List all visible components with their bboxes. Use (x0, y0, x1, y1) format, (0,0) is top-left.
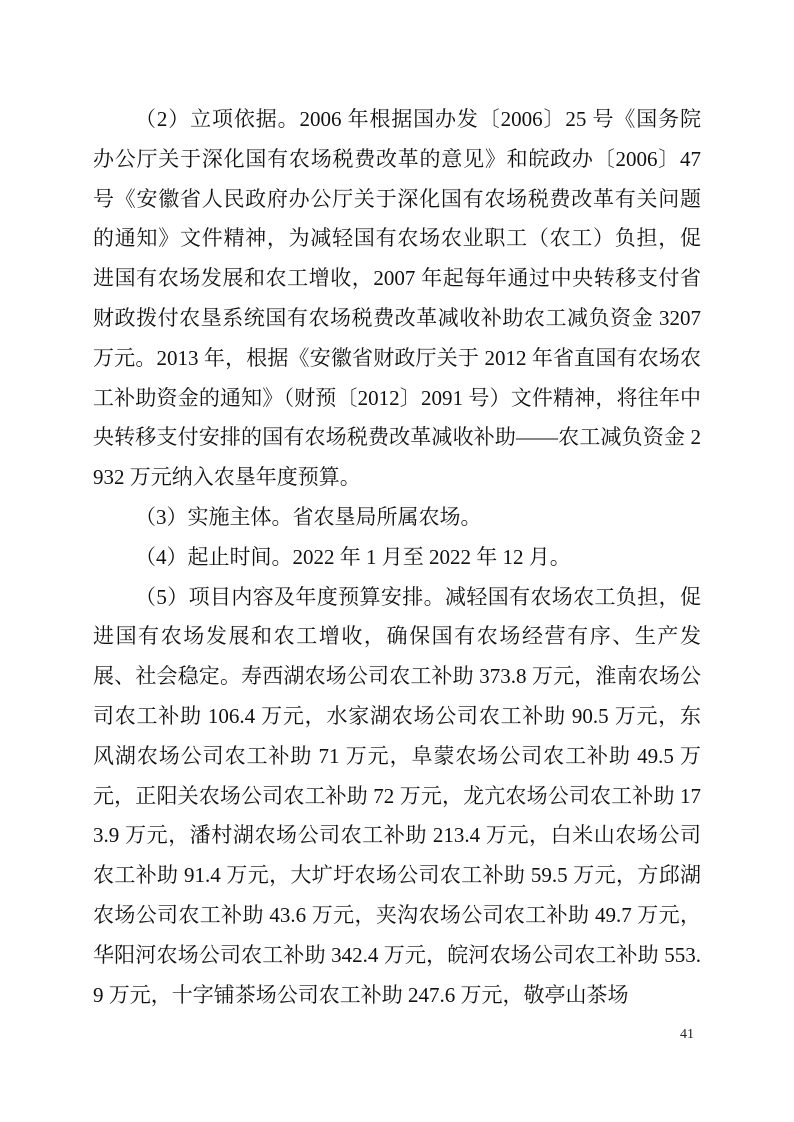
paragraph-time-period: （4）起止时间。2022 年 1 月至 2022 年 12 月。 (135, 544, 571, 569)
paragraph-implementing-entity: （3）实施主体。省农垦局所属农场。 (135, 504, 482, 529)
paragraph-project-content-budget: （5）项目内容及年度预算安排。减轻国有农场农工负担，促进国有农场发展和农工增收，确保国有农场经营有序、生产发展、社会稳定。寿西湖农场公司农工补助 373.8 万元，淮南农场公司农工补助 106.4 万元，水家湖农场公司农工补助 90.5 万元，东风湖农场公司农工补助 71 万元，阜蒙农场公司农工补助 49.5 万元，正阳关农场公司农工补助 72 万元，龙亢农场公司农工补助 173.9 万元，潘村湖农场公司农工补助 213.4 万元，白米山农场公司农工补助 91.4 万元，大圹圩农场公司农工补助 59.5 万元，方邱湖农场公司农工补助 43.6 万元，夹沟农场公司农工补助 49.7 万元，华阳河农场公司农工补助 342.4 万元，皖河农场公司农工补助 553.9 万元，十字铺茶场公司农工补助 247.6 万元，敬亭山茶场 (93, 584, 701, 1007)
document-body (93, 100, 701, 1015)
page-number: 41 (680, 1027, 694, 1042)
paragraph-project-basis: （2）立项依据。2006 年根据国办发〔2006〕25 号《国务院办公厅关于深化国有农场税费改革的意见》和皖政办〔2006〕47 号《安徽省人民政府办公厅关于深化国有农场税费改革有关问题的通知》文件精神，为减轻国有农场农业职工（农工）负担，促进国有农场发展和农工增收，2007 年起每年通过中央转移支付省财政拨付农垦系统国有农场税费改革减收补助农工减负资金 3207 万元。2013 年，根据《安徽省财政厅关于 2012 年省直国有农场农工补助资金的通知》（财预〔2012〕2091 号）文件精神，将往年中央转移支付安排的国有农场税费改革减收补助——农工减负资金 2932 万元纳入农垦年度预算。 (93, 107, 701, 490)
